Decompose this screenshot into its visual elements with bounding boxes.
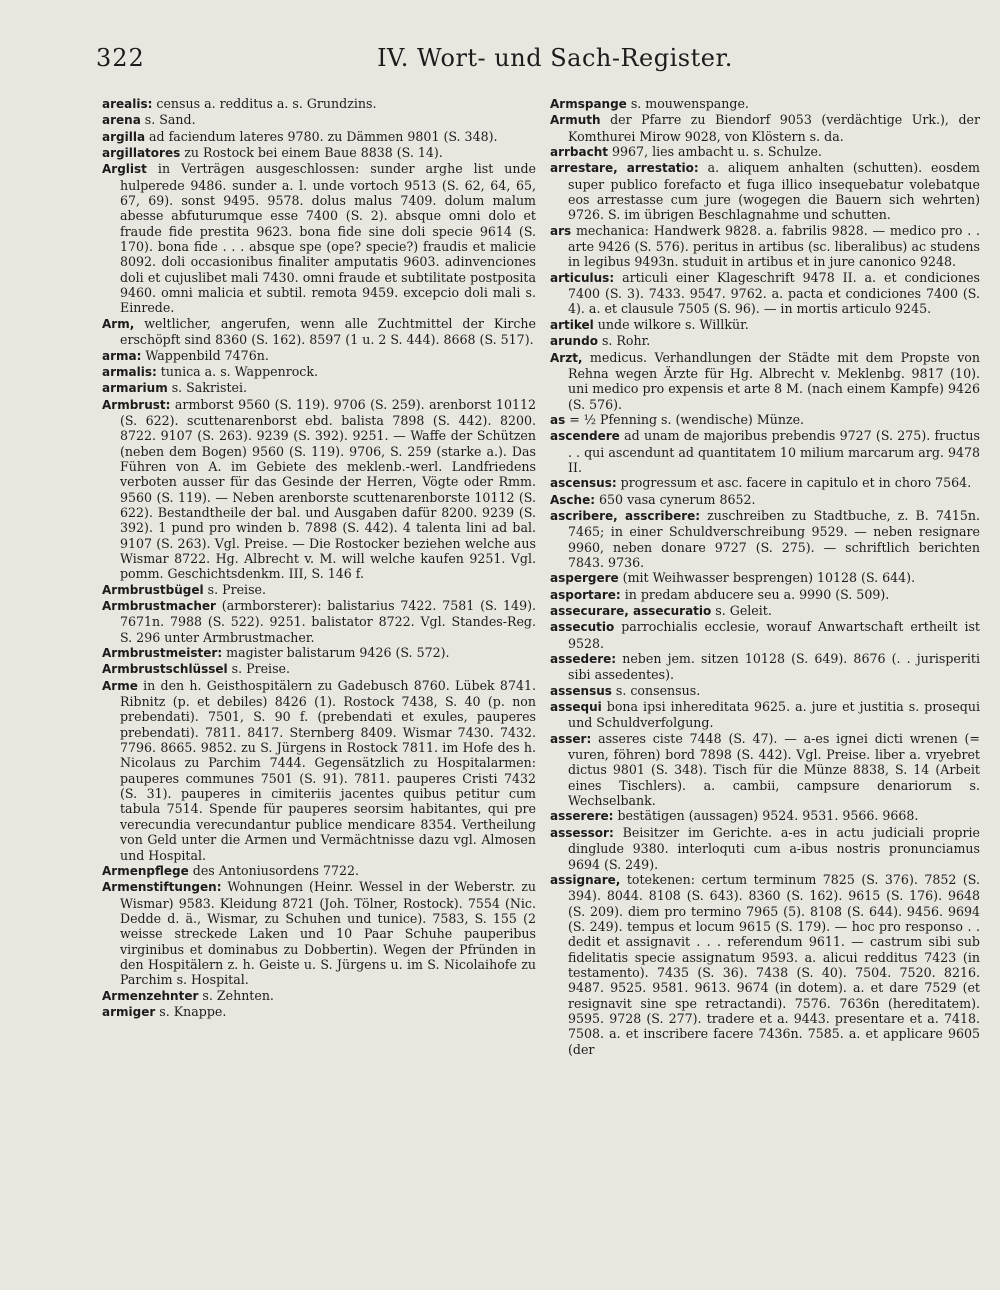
entry-text: a. aliquem anhalten (schutten). eosdem super publico forefacto et fuga illico insequebatur volebatque eos arrestasse cum jure (wogegen die Bauern sich wehrten) 9726. S. im übrigen Beschlagnahme und schutten. [568, 160, 980, 223]
index-entry [550, 160, 980, 222]
entry-headword: Armenpflege [102, 863, 189, 878]
index-entry [550, 651, 980, 683]
entry-text: s. Preise. [227, 661, 291, 677]
entry-text: 650 vasa cynerum 8652. [595, 491, 756, 507]
index-entry [102, 598, 536, 645]
index-entry [550, 475, 980, 491]
index-entry [550, 808, 980, 824]
index-entry [550, 570, 980, 586]
entry-headword: asserere: [550, 809, 614, 824]
entry-headword: Arm, [102, 316, 135, 331]
entry-headword: ascribere, asscribere: [550, 508, 701, 523]
entry-headword: assensus [550, 683, 612, 698]
entry-text: s. Rohr. [597, 333, 651, 349]
index-entry [550, 508, 980, 570]
index-entry [102, 863, 536, 879]
index-entry [102, 316, 536, 348]
entry-text: medicus. Verhandlungen der Städte mit dem Propste von Rehna wegen Ärzte für Hg. Albrecht v. Meklenbg. 9817 (10). uni medico pro expensis et arte 8 M. (nach einem Kampfe) 9426 (S. 576). [568, 349, 980, 412]
entry-headword: as [550, 412, 566, 427]
entry-text: s. Knappe. [155, 1003, 227, 1019]
entry-headword: Armbrustmeister: [102, 646, 223, 661]
entry-text: bestätigen (aussagen) 9524. 9531. 9566. 9668. [613, 808, 919, 824]
index-entry [102, 678, 536, 863]
entry-text: progressum et asc. facere in capitulo et in choro 7564. [616, 475, 972, 491]
index-entry [550, 333, 980, 349]
entry-text: 9967, lies ambacht u. s. Schulze. [608, 144, 822, 160]
entry-text: Wohnungen (Heinr. Wessel in der Weberstr. zu Wismar) 9583. Kleidung 8721 (Joh. Tölner, Rostock). 7554 (Nic. Dedde d. ä., Wismar, zu Schuhen und tunice). 7583, S. 155 (2 weisse streckede Laken und 10 Paar Schuhe pauperibus virginibus et dominabus zu Dobbertin). Wegen der Pfründen in den Hospitälern z. h. Geiste u. S. Jürgens u. im S. Nicolaihofe zu Parchim s. Hospital. [120, 879, 536, 988]
index-entry [102, 645, 536, 661]
entry-text: s. Zehnten. [198, 987, 274, 1003]
index-entry [102, 661, 536, 677]
entry-text: zu Rostock bei einem Baue 8838 (S. 14). [180, 145, 443, 161]
entry-headword: Armenstiftungen: [102, 880, 222, 895]
page-number: 322 [96, 44, 145, 72]
index-entry [550, 587, 980, 603]
entry-headword: assecurare, assecuratio [550, 604, 712, 618]
index-entry [102, 988, 536, 1004]
entry-text: in den h. Geisthospitälern zu Gadebusch 8760. Lübek 8741. Ribnitz (p. et debiles) 8426 (1). Rostock 7438, S. 40 (p. non prebendati). 7501, S. 90 f. (prebendati et exules, pauperes prebendati). 7811. 8417. Sternberg 8409. Wismar 7430. 7432. 7796. 8665. 9852. zu S. Jürgens in Rostock 7811. im Hofe des h. Nicolaus zu Parchim 7444. Gegensätzlich zu Hospitalarmen: pauperes communes 7501 (S. 91). 7811. pauperes Cristi 7432 (S. 31). pauperes in cimiteriis jacentes quibus petitur cum tabula 7514. Spende für pauperes seorsim habitantes, qui pre verecundia verecundantur publice mendicare 8354. Vertheilung von Geld unter die Armen und Vermächtnisse dazu vgl. Almosen und Hospital. [120, 677, 536, 863]
entry-text: ad faciendum lateres 9780. zu Dämmen 9801 (S. 348). [145, 128, 498, 144]
entry-headword: articulus: [550, 270, 615, 285]
index-entry [550, 144, 980, 160]
index-entry [550, 428, 980, 475]
index-entry [550, 350, 980, 412]
entry-text: census a. redditus a. s. Grundzins. [152, 96, 377, 111]
index-entry [102, 879, 536, 987]
entry-headword: assessor: [550, 825, 614, 840]
index-entry [550, 683, 980, 699]
entry-headword: arrbacht [550, 145, 609, 160]
entry-headword: Arme [102, 678, 138, 693]
entry-headword: Asche: [550, 492, 596, 507]
entry-text: mechanica: Handwerk 9828. a. fabrilis 9828. — medico pro . . arte 9426 (S. 576). peritus in artibus (sc. liberalibus) ac studens in legibus 9493n. studuit in artibus et in jure canonico 9248. [568, 222, 980, 270]
entry-headword: Arzt, [550, 350, 583, 365]
index-entry [550, 223, 980, 270]
entry-headword: arena [102, 113, 141, 128]
entry-text: (armborsterer): balistarius 7422. 7581 (S. 149). 7671n. 7988 (S. 522). 9251. balistator 8722. Vgl. Standes-Reg. S. 296 unter Armbrustmacher. [120, 598, 536, 645]
entry-headword: arundo [550, 334, 598, 349]
index-entry [102, 96, 536, 112]
entry-headword: Armbrustschlüssel [102, 662, 228, 677]
entry-text: des Antoniusordens 7722. [188, 862, 360, 878]
index-entry [102, 145, 536, 161]
entry-headword: assignare, [550, 872, 621, 887]
index-entry [102, 129, 536, 145]
entry-text: s. consensus. [611, 682, 701, 698]
index-entry [102, 582, 536, 598]
entry-headword: assedere: [550, 652, 617, 667]
entry-text: = ½ Pfenning s. (wendische) Münze. [565, 411, 805, 427]
index-entry [102, 1004, 536, 1020]
entry-text: weltlicher, angerufen, wenn alle Zuchtmittel der Kirche erschöpft sind 8360 (S. 162). 8597 (1 u. 2 S. 444). 8668 (S. 517). [120, 315, 536, 348]
index-entry [102, 348, 536, 364]
entry-headword: armalis: [102, 364, 157, 379]
entry-headword: armarium [102, 381, 168, 396]
entry-headword: argilla [102, 129, 146, 144]
entry-text: s. Preise. [203, 581, 266, 597]
entry-headword: Armspange [550, 97, 627, 111]
entry-text: Wappenbild 7476n. [141, 347, 269, 363]
index-entry [550, 731, 980, 809]
entry-text: bona ipsi inhereditata 9625. a. jure et justitia s. prosequi und Schuldverfolgung. [568, 699, 980, 731]
index-entry [550, 96, 980, 112]
index-entry [550, 603, 980, 619]
entry-headword: ascendere [550, 429, 620, 444]
index-entry [550, 619, 980, 651]
index-entry [550, 412, 980, 428]
entry-headword: assequi [550, 700, 602, 715]
entry-text: tunica a. s. Wappenrock. [156, 363, 318, 379]
index-entry [102, 112, 536, 128]
entry-headword: ars [550, 223, 572, 238]
entry-text: in predam abducere seu a. 9990 (S. 509). [620, 586, 890, 602]
entry-text: s. Sakristei. [167, 380, 247, 396]
entry-headword: Armuth [550, 113, 601, 128]
index-entry [102, 161, 536, 315]
entry-headword: asser: [550, 731, 592, 746]
entry-headword: assecutio [550, 620, 615, 635]
entry-headword: aspergere [550, 571, 619, 586]
index-entry [550, 699, 980, 731]
entry-text: in Verträgen ausgeschlossen: sunder arghe list unde hulperede 9486. sunder a. l. unde vortoch 9513 (S. 62, 64, 65, 67, 69). sonst 9495. 9578. dolus malus 7409. dolum malum abesse abfuturumque esse 7400 (S. 2). absque omni dolo et fraude fide prestita 9623. bona fide sine doli specie 9614 (S. 170). bona fide . . . absque spe (ope? specie?) fraudis et malicie 8092. doli occasionibus finaliter amputatis 9603. adinvenciones doli et cujuslibet mali 7430. omni fraude et subtilitate postposita 9460. omni malicia et subtil. remota 9459. excepcio doli mali s. Einrede. [120, 161, 536, 316]
entry-text: neben jem. sitzen 10128 (S. 649). 8676 (. . jurisperiti sibi assedentes). [568, 651, 980, 683]
index-entry [550, 492, 980, 508]
entry-text: s. Sand. [140, 112, 196, 128]
entry-headword: Armenzehnter [102, 988, 199, 1003]
entry-headword: asportare: [550, 587, 621, 602]
index-entry [102, 364, 536, 380]
entry-text: unde wilkore s. Willkür. [593, 316, 749, 332]
index-entry [102, 380, 536, 396]
entry-text: s. Geleit. [711, 603, 772, 618]
running-title: IV. Wort- und Sach-Register. [377, 44, 733, 72]
entry-text: ad unam de majoribus prebendis 9727 (S. 275). fructus . . qui ascendunt ad quantitatem 10 milium marcarum arg. 9478 II. [568, 428, 980, 475]
entry-text: articuli einer Klageschrift 9478 II. a. et condiciones 7400 (S. 3). 7433. 9547. 9762. a. pacta et condiciones 7400 (S. 4). a. et clausule 7505 (S. 96). — in mortis articulo 9245. [568, 269, 980, 317]
index-entry [550, 317, 980, 333]
left-column [102, 96, 536, 1020]
index-entry [102, 397, 536, 582]
entry-text: zuschreiben zu Stadtbuche, z. B. 7415n. 7465; in einer Schuldverschreibung 9529. — neben resignare 9960, neben donare 9727 (S. 275). — schriftlich berichten 7843. 9736. [568, 507, 980, 570]
entry-text: der Pfarre zu Biendorf 9053 (verdächtige Urk.), der Komthurei Mirow 9028, von Klöstern s. da. [568, 112, 980, 144]
entry-headword: Armbrust: [102, 397, 171, 412]
entry-headword: armiger [102, 1004, 156, 1019]
entry-headword: arealis: [102, 97, 153, 111]
index-entry [550, 872, 980, 1057]
entry-headword: arma: [102, 348, 142, 363]
entry-text: (mit Weihwasser besprengen) 10128 (S. 644). [618, 570, 916, 586]
index-entry [550, 270, 980, 317]
entry-headword: artikel [550, 317, 594, 332]
entry-text: armborst 9560 (S. 119). 9706 (S. 259). arenborst 10112 (S. 622). scuttenarenborst ebd. balista 7898 (S. 442). 8200. 8722. 9107 (S. 263). 9239 (S. 392). 9251. — Waffe der Schützen (neben dem Bogen) 9560 (S. 119). 9706, S. 259 (starke a.). Das Führen von A. im Gebiete des meklenb.-werl. Landfriedens verboten ausser für das Gesinde der Herren, Vögte oder Rmm. 9560 (S. 119). — Neben arenborste scuttenarenborste 10112 (S. 622). Bestandtheile der bal. und Ausgaben dafür 8200. 9239 (S. 392). 1 pund pro winden b. 7898 (S. 442). 4 talenta lini ad bal. 9107 (S. 263). Vgl. Preise. — Die Rostocker beziehen welche aus Wismar 8722. Hg. Albrecht v. M. will welche kaufen 9251. Vgl. pomm. Geschichtsdenkm. III, S. 146 f. [120, 396, 536, 582]
entry-text: asseres ciste 7448 (S. 47). — a-es ignei dicti wrenen (= vuren, föhren) bord 7898 (S. 442). Vgl. Preise. liber a. vryebret dictus 9801 (S. 348). Tisch für die Münze 8838, S. 14 (Arbeit eines Tischlers). a. cambii, campsure denariorum s. Wechselbank. [568, 730, 980, 809]
entry-headword: Armbrustmacher [102, 599, 216, 613]
entry-headword: Arglist [102, 162, 147, 177]
index-entry [550, 825, 980, 872]
entry-text: s. mouwenspange. [626, 96, 749, 111]
entry-text: Beisitzer im Gerichte. a-es in actu judiciali proprie dinglude 9380. interloquti cum a-ibus nostris pronunciamus 9694 (S. 249). [568, 824, 980, 872]
index-entry [550, 112, 980, 144]
entry-text: parrochialis ecclesie, worauf Anwartschaft ertheilt ist 9528. [568, 619, 980, 651]
entry-text: magister balistarum 9426 (S. 572). [222, 645, 450, 661]
entry-headword: Armbrustbügel [102, 582, 204, 597]
entry-headword: ascensus: [550, 476, 617, 491]
entry-headword: argillatores [102, 146, 181, 161]
right-column [550, 96, 980, 1057]
entry-headword: arrestare, arrestatio: [550, 161, 699, 176]
entry-text: totekenen: certum terminum 7825 (S. 376). 7852 (S. 394). 8044. 8108 (S. 643). 8360 (S. 162). 9615 (S. 176). 9648 (S. 209). diem pro termino 7965 (5). 8108 (S. 644). 9456. 9694 (S. 249). tempus et locum 9615 (S. 179). — hoc pro responso . . dedit et assignavit . . . referendum 9611. — castrum sibi sub fidelitatis specie assignatum 9593. a. alicui redditus 7423 (in testamento). 7435 (S. 36). 7438 (S. 40). 7504. 7520. 8216. 9487. 9525. 9581. 9613. 9674 (in dotem). a. et dare 7529 (et resignavit sine spe retractandi). 7576. 7636n (hereditatem). 9595. 9728 (S. 277). tradere et a. 9443. presentare et a. 7418. 7508. a. et inscribere facere 7436n. 7585. a. et applicare 9605 (der [568, 871, 980, 1057]
